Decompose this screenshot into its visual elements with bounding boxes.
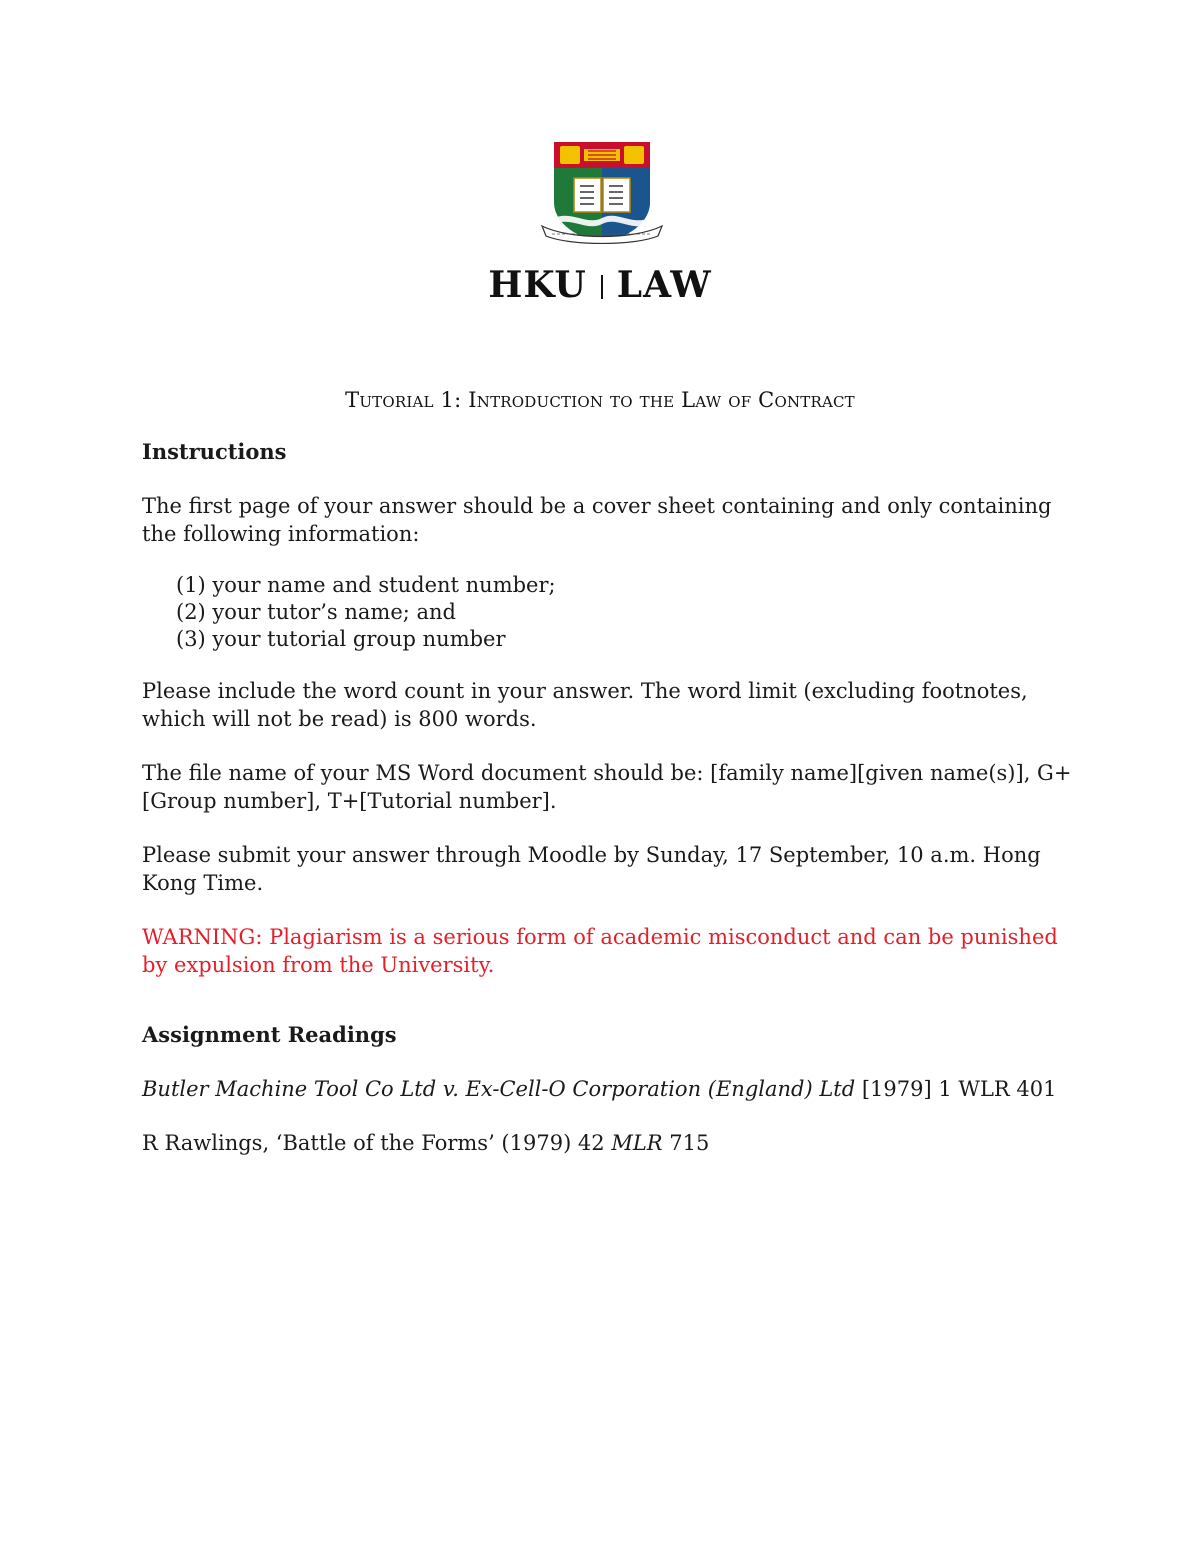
- reading-item-2: [142, 1129, 1072, 1157]
- cover-sheet-list: [142, 572, 1072, 653]
- document-body: [142, 438, 1072, 1157]
- reading-2-prefix: R Rawlings, ‘Battle of the Forms’ (1979) 42: [142, 1131, 612, 1155]
- cover-sheet-intro: The first page of your answer should be a cover sheet containing and only containing the following information:: [142, 494, 1052, 546]
- motto-scroll-icon: [540, 222, 664, 244]
- list-item: (3) your tutorial group number: [176, 627, 506, 651]
- file-name-paragraph: The file name of your MS Word document should be: [family name][given name(s)], G+[Group number], T+[Tutorial number].: [142, 761, 1072, 813]
- brand-right: LAW: [616, 264, 712, 306]
- reading-1-citation: [1979] 1 WLR 401: [855, 1077, 1057, 1101]
- reading-2-journal: MLR: [611, 1131, 663, 1155]
- submission-paragraph: Please submit your answer through Moodle by Sunday, 17 September, 10 a.m. Hong Kong Time.: [142, 843, 1041, 895]
- readings-heading: Assignment Readings: [142, 1022, 397, 1047]
- instructions-heading: Instructions: [142, 439, 287, 464]
- word-count-paragraph: Please include the word count in your answer. The word limit (excluding footnotes, which will not be read) is 800 words.: [142, 679, 1028, 731]
- brand-left: HKU: [488, 264, 587, 306]
- document-title: Tutorial 1: Introduction to the Law of Contract: [345, 388, 855, 412]
- brand-divider: [601, 275, 603, 299]
- list-item: (1) your name and student number;: [176, 573, 556, 597]
- list-item: (2) your tutor’s name; and: [176, 600, 457, 624]
- brand-wordmark: [0, 264, 1200, 306]
- reading-1-case-name: Butler Machine Tool Co Ltd v. Ex-Cell-O Corporation (England) Ltd: [142, 1077, 856, 1101]
- plagiarism-warning: WARNING: Plagiarism is a serious form of academic misconduct and can be punished by expulsion from the University.: [142, 925, 1058, 977]
- reading-item-1: [142, 1075, 1072, 1103]
- reading-2-suffix: 715: [662, 1131, 710, 1155]
